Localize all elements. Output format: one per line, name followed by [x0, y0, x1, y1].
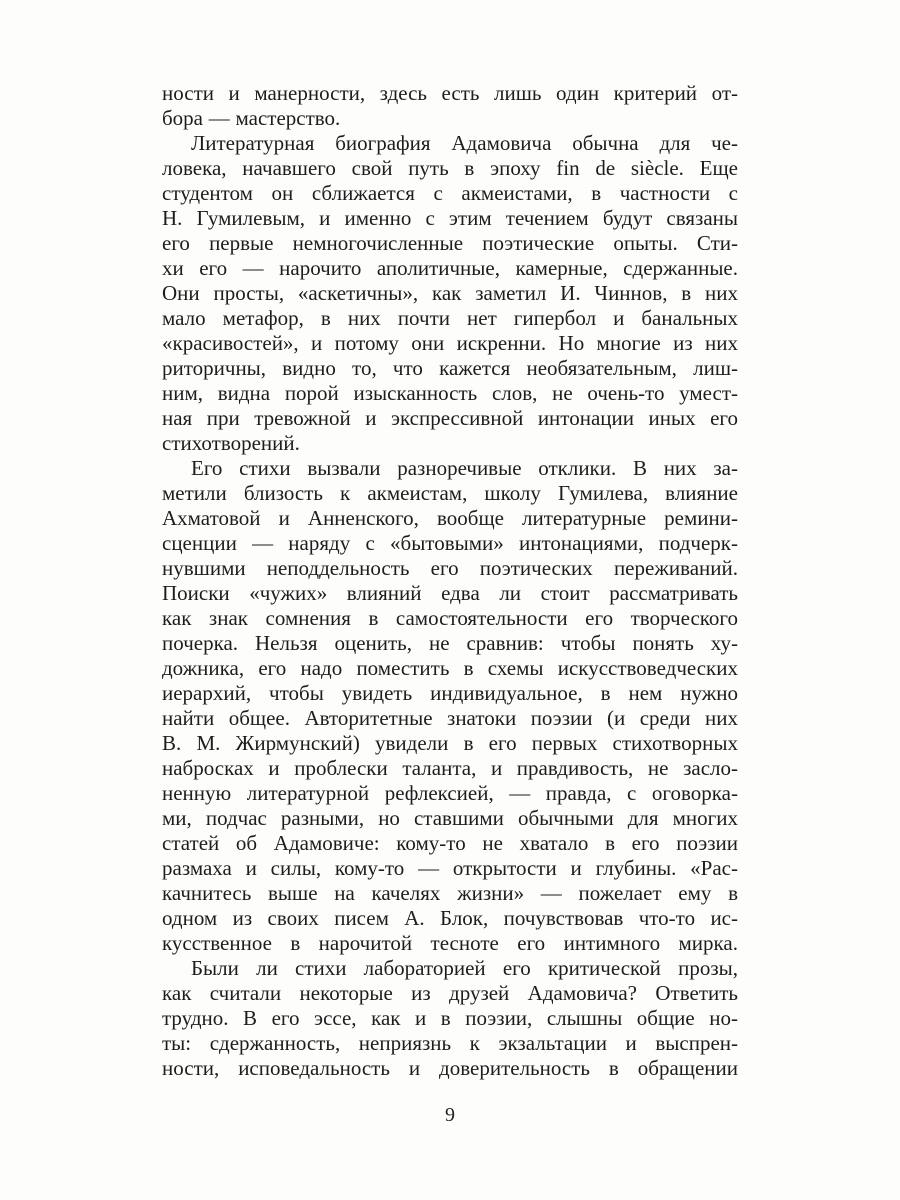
text-line: бора — мастерство. — [162, 106, 341, 130]
text-line: Поиски «чужих» влияний едва ли стоит рассматривать — [162, 581, 738, 605]
text-line: как считали некоторые из друзей Адамовича? Ответить — [162, 981, 738, 1005]
text-line: нувшими неподдельность его поэтических переживаний. — [162, 556, 738, 580]
text-line: его первые немногочисленные поэтические опыты. Сти- — [162, 231, 738, 255]
text-line: ты: сдержанность, неприязнь к экзальтации и выспрен- — [162, 1031, 738, 1055]
text-line: «красивостей», и потому они искренни. Но многие из них — [162, 331, 738, 355]
text-line: В. М. Жирмунский) увидели в его первых стихотворных — [162, 731, 738, 755]
text-line: мало метафор, в них почти нет гипербол и банальных — [162, 306, 738, 330]
text-line: как знак сомнения в самостоятельности его творческого — [162, 606, 738, 630]
text-line: качнитесь выше на качелях жизни» — пожелает ему в — [162, 881, 738, 905]
text-line: Ахматовой и Анненского, вообще литературные ремини- — [162, 506, 738, 530]
text-line: ним, видна порой изысканность слов, не очень-то умест- — [162, 381, 738, 405]
text-line: ловека, начавшего свой путь в эпоху fin de siècle. Еще — [162, 156, 738, 180]
text-line: дожника, его надо поместить в схемы искусствоведческих — [162, 656, 738, 680]
text-line: риторичны, видно то, что кажется необязательным, лиш- — [162, 356, 738, 380]
text-line: ности, исповедальность и доверительность в обращении — [162, 1056, 738, 1080]
text-line: почерка. Нельзя оценить, не сравнив: чтобы понять ху- — [162, 631, 738, 655]
text-line: статей об Адамовиче: кому-то не хватало в его поэзии — [162, 831, 738, 855]
text-line: сценции — наряду с «бытовыми» интонациями, подчерк- — [162, 531, 738, 555]
text-line: Его стихи вызвали разноречивые отклики. В них за- — [191, 456, 738, 480]
text-line: трудно. В его эссе, как и в поэзии, слышны общие но- — [162, 1006, 738, 1030]
text-line: найти общее. Авторитетные знатоки поэзии (и среди них — [162, 706, 738, 730]
text-line: Они просты, «аскетичны», как заметил И. Чиннов, в них — [162, 281, 738, 305]
text-line: размаха и силы, кому-то — открытости и глубины. «Рас- — [162, 856, 738, 880]
text-line: кусственное в нарочитой тесноте его интимного мирка. — [162, 931, 738, 955]
text-line: Были ли стихи лабораторией его критической прозы, — [191, 956, 738, 980]
text-line: стихотворений. — [162, 431, 300, 455]
text-line: ми, подчас разными, но ставшими обычными для многих — [162, 806, 738, 830]
page-number: 9 — [445, 1104, 455, 1126]
text-line: Н. Гумилевым, и именно с этим течением будут связаны — [162, 206, 738, 230]
text-line: набросках и проблески таланта, и правдивость, не засло- — [162, 756, 738, 780]
text-line: ности и манерности, здесь есть лишь один критерий от- — [162, 81, 738, 105]
text-line: хи его — нарочито аполитичные, камерные, сдержанные. — [162, 256, 738, 280]
text-block — [162, 81, 738, 1081]
text-line: ная при тревожной и экспрессивной интонации иных его — [162, 406, 738, 430]
text-line: Литературная биография Адамовича обычна для че- — [191, 131, 738, 155]
text-line: одном из своих писем А. Блок, почувствовав что-то ис- — [162, 906, 738, 930]
text-line: иерархий, чтобы увидеть индивидуальное, в нем нужно — [162, 681, 738, 705]
text-line: метили близость к акмеистам, школу Гумилева, влияние — [162, 481, 738, 505]
text-line: ненную литературной рефлексией, — правда, с оговорка- — [162, 781, 738, 805]
text-line: студентом он сближается с акмеистами, в частности с — [162, 181, 738, 205]
